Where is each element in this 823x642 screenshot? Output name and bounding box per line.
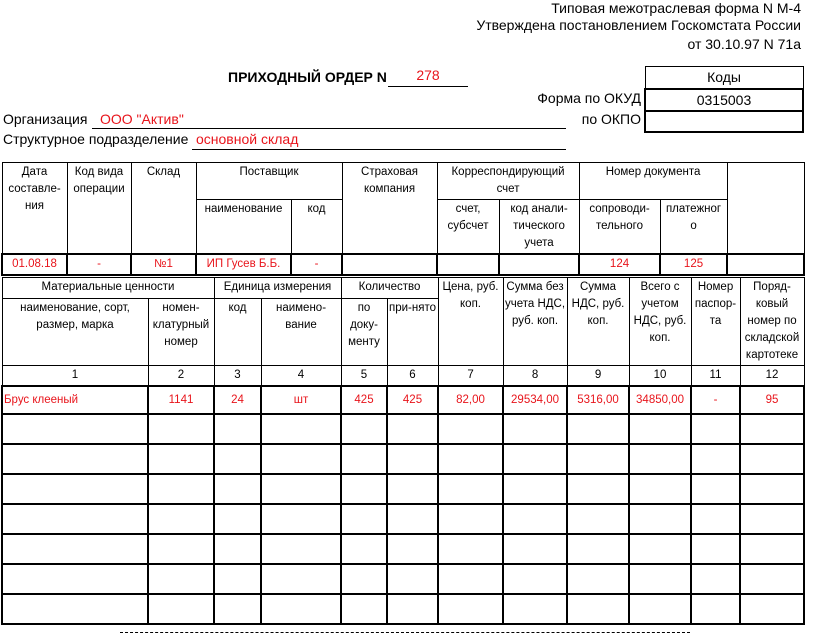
okud-value: 0315003	[645, 89, 803, 111]
organization-label: Организация	[3, 111, 88, 127]
header-unit-code: код	[214, 298, 261, 365]
cell-analytic-code	[499, 254, 579, 275]
okpo-value	[645, 111, 803, 132]
header-analytic-code: код анали-тического учета	[499, 200, 579, 255]
page-title: ПРИХОДНЫЙ ОРДЕР N	[228, 69, 387, 85]
header-insurance: Страховая компания	[342, 163, 437, 255]
cell-item-qty-doc: 425	[341, 386, 387, 414]
cell-extra	[727, 254, 804, 275]
cell-item-nomen: 1141	[148, 386, 214, 414]
cell-doc-accompany: 124	[579, 254, 660, 275]
header-valuables: Материальные ценности	[2, 278, 214, 299]
header-sum-no-vat: Сумма без учета НДС, руб. коп.	[503, 278, 567, 366]
cell-item-unit-code: 24	[214, 386, 261, 414]
header-corr-account: Корреспондирующий счет	[437, 163, 579, 200]
col-number: 8	[503, 366, 567, 387]
header-doc-number: Номер документа	[579, 163, 727, 200]
items-table	[1, 277, 805, 625]
header-supplier: Поставщик	[196, 163, 342, 200]
cell-date: 01.08.18	[2, 254, 67, 275]
cell-item-card: 95	[740, 386, 804, 414]
cell-supplier-name: ИП Гусев Б.Б.	[196, 254, 291, 275]
table-row	[2, 474, 804, 504]
header-unit-name: наимено-вание	[261, 298, 341, 365]
header-unit: Единица измерения	[214, 278, 341, 299]
cell-doc-payment: 125	[660, 254, 727, 275]
col-number: 1	[2, 366, 148, 387]
header-op-code: Код вида операции	[67, 163, 131, 255]
cell-item-sum: 29534,00	[503, 386, 567, 414]
header-extra	[727, 163, 804, 255]
table-row	[2, 564, 804, 594]
organization-underline	[92, 128, 566, 129]
col-number: 11	[691, 366, 740, 387]
header-passport: Номер паспор-та	[691, 278, 740, 366]
cell-item-passport: -	[691, 386, 740, 414]
header-supplier-code: код	[291, 200, 342, 255]
header-total: Всего с учетом НДС, руб. коп.	[629, 278, 691, 366]
cell-supplier-code: -	[291, 254, 342, 275]
header-qty-doc: по доку-менту	[341, 298, 387, 365]
okpo-label: по ОКПО	[581, 111, 641, 127]
cell-account-sub	[437, 254, 499, 275]
approval-line: Утверждена постановлением Госкомстата России	[476, 17, 801, 33]
cell-insurance	[342, 254, 437, 275]
header-doc-payment: платежног о	[660, 200, 727, 255]
department-value: основной склад	[196, 131, 299, 147]
header-date: Дата составле-ния	[2, 163, 67, 255]
header-qty-accepted: при-нято	[387, 298, 438, 365]
header-doc-accompany: сопроводи-тельного	[579, 200, 660, 255]
cell-item-total: 34850,00	[629, 386, 691, 414]
receipt-header-table	[1, 162, 805, 276]
col-number: 3	[214, 366, 261, 387]
cut-line	[120, 632, 690, 633]
col-number: 12	[740, 366, 804, 387]
table-row	[2, 504, 804, 534]
cell-item-name: Брус клееный	[2, 386, 148, 414]
organization-value: ООО "Актив"	[100, 111, 184, 127]
table-row	[2, 414, 804, 444]
header-price: Цена, руб. коп.	[438, 278, 503, 366]
col-number: 6	[387, 366, 438, 387]
table-row	[2, 594, 804, 624]
codes-table	[644, 66, 804, 133]
col-number: 7	[438, 366, 503, 387]
cell-warehouse: №1	[131, 254, 196, 275]
cell-item-qty-accepted: 425	[387, 386, 438, 414]
header-card-number: Поряд-ковый номер по складской картотеке	[740, 278, 804, 366]
header-val-number: номен-клатурный номер	[148, 298, 214, 365]
header-supplier-name: наименование	[196, 200, 291, 255]
cell-item-price: 82,00	[438, 386, 503, 414]
header-vat: Сумма НДС, руб. коп.	[567, 278, 629, 366]
approval-date-line: от 30.10.97 N 71а	[687, 36, 801, 52]
col-number: 10	[629, 366, 691, 387]
col-number: 4	[261, 366, 341, 387]
header-quantity: Количество	[341, 278, 438, 299]
cell-item-unit-name: шт	[261, 386, 341, 414]
table-row	[2, 444, 804, 474]
table-row	[2, 534, 804, 564]
order-number: 278	[388, 67, 468, 87]
codes-title: Коды	[645, 67, 803, 90]
department-label: Структурное подразделение	[3, 131, 189, 147]
department-underline	[192, 149, 566, 150]
cell-item-vat: 5316,00	[567, 386, 629, 414]
header-account-sub: счет, субсчет	[437, 200, 499, 255]
header-warehouse: Склад	[131, 163, 196, 255]
col-number: 2	[148, 366, 214, 387]
form-type-line: Типовая межотраслевая форма N М-4	[551, 0, 801, 16]
header-val-name: наименование, сорт, размер, марка	[2, 298, 148, 365]
col-number: 9	[567, 366, 629, 387]
cell-op-code: -	[67, 254, 131, 275]
okud-label: Форма по ОКУД	[537, 90, 641, 106]
col-number: 5	[341, 366, 387, 387]
